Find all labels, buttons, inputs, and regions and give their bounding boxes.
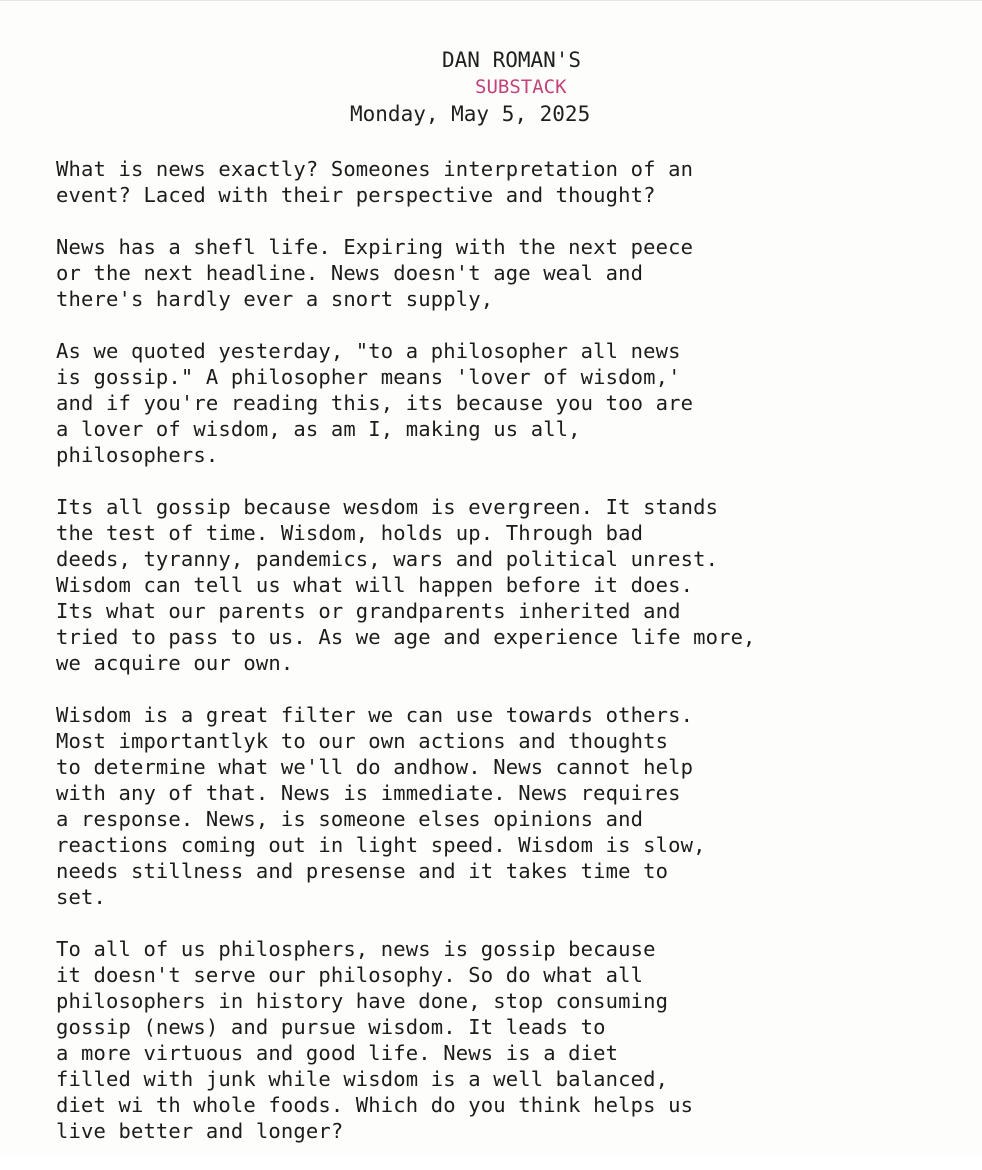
text-line: it doesn't serve our philosophy. So do what all: [56, 963, 644, 987]
paragraph: [56, 494, 956, 676]
text-line: diet wi th whole foods. Which do you think helps us: [56, 1093, 694, 1117]
text-line: to determine what we'll do andhow. News cannot help: [56, 755, 694, 779]
text-line: event? Laced with their perspective and thought?: [56, 183, 656, 207]
text-line: or the next headline. News doesn't age weal and: [56, 261, 644, 285]
article-body: [56, 156, 956, 1170]
text-line: News has a shefl life. Expiring with the next peece: [56, 235, 694, 259]
text-line: gossip (news) and pursue wisdom. It leads to: [56, 1015, 606, 1039]
text-line: a lover of wisdom, as am I, making us all,: [56, 417, 581, 441]
text-line: reactions coming out in light speed. Wisdom is slow,: [56, 833, 706, 857]
paragraph: [56, 234, 956, 312]
author-name: DAN ROMAN'S: [442, 48, 582, 72]
post-date: Monday, May 5, 2025: [350, 102, 591, 126]
text-line: As we quoted yesterday, "to a philosopher all news: [56, 339, 681, 363]
text-line: deeds, tyranny, pandemics, wars and political unrest.: [56, 547, 719, 571]
text-line: philosophers.: [56, 443, 219, 467]
publication-name: SUBSTACK: [475, 76, 567, 98]
text-line: Its what our parents or grandparents inherited and: [56, 599, 681, 623]
text-line: philosophers in history have done, stop consuming: [56, 989, 669, 1013]
paragraph: [56, 156, 956, 208]
text-line: a response. News, is someone elses opinions and: [56, 807, 644, 831]
paragraph: [56, 702, 956, 910]
text-line: and if you're reading this, its because you too are: [56, 391, 694, 415]
text-line: set.: [56, 885, 106, 909]
text-line: Wisdom can tell us what will happen before it does.: [56, 573, 694, 597]
text-line: filled with junk while wisdom is a well balanced,: [56, 1067, 669, 1091]
text-line: is gossip." A philosopher means 'lover of wisdom,': [56, 365, 681, 389]
text-line: the test of time. Wisdom, holds up. Through bad: [56, 521, 644, 545]
text-line: What is news exactly? Someones interpretation of an: [56, 157, 694, 181]
text-line: with any of that. News is immediate. News requires: [56, 781, 681, 805]
text-line: Most importantlyk to our own actions and thoughts: [56, 729, 669, 753]
text-line: tried to pass to us. As we age and experience life more,: [56, 625, 756, 649]
text-line: there's hardly ever a snort supply,: [56, 287, 494, 311]
text-line: Wisdom is a great filter we can use towards others.: [56, 703, 694, 727]
paragraph: [56, 338, 956, 468]
text-line: live better and longer?: [56, 1119, 344, 1143]
text-line: a more virtuous and good life. News is a diet: [56, 1041, 619, 1065]
text-line: Its all gossip because wesdom is evergreen. It stands: [56, 495, 719, 519]
paragraph: [56, 936, 956, 1144]
text-line: we acquire our own.: [56, 651, 294, 675]
text-line: To all of us philosphers, news is gossip because: [56, 937, 656, 961]
text-line: needs stillness and presense and it takes time to: [56, 859, 669, 883]
